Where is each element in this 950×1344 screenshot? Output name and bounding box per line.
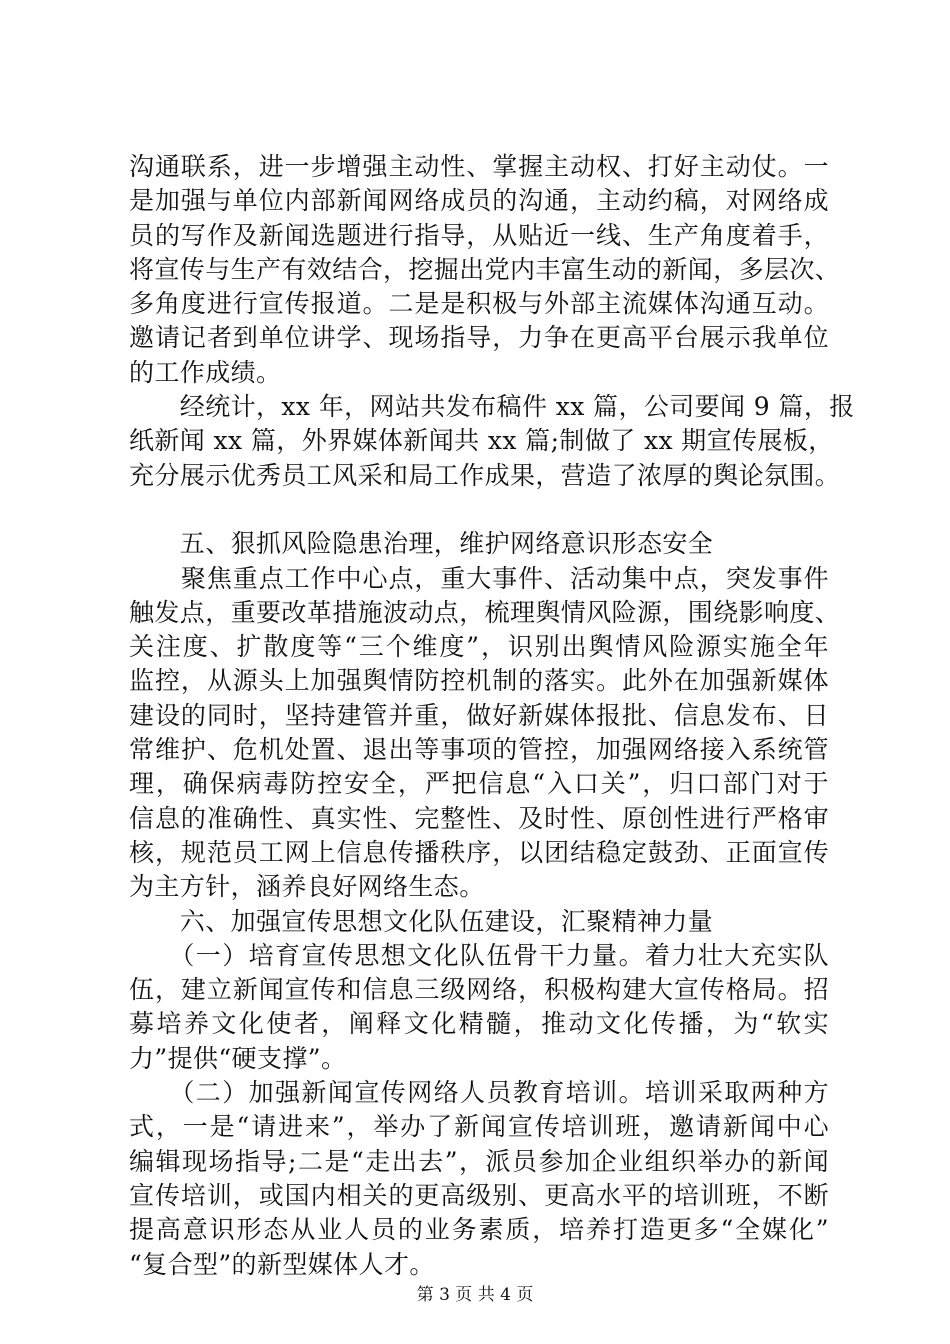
text-line: 邀请记者到单位讲学、现场指导，力争在更高平台展示我单位 [129, 323, 829, 353]
text-line: 力”提供“硬支撑”。 [129, 1043, 347, 1073]
text-line: 为主方针，涵养良好网络生态。 [129, 872, 485, 902]
text-line: 编辑现场指导;二是“走出去”，派员参加企业组织举办的新闻 [129, 1146, 829, 1176]
blank-line [129, 493, 829, 527]
text-line: 经统计，xx 年，网站共发布稿件 xx 篇，公司要闻 9 篇，报 [129, 392, 855, 422]
text-line: 触发点，重要改革措施波动点，梳理舆情风险源，围绕影响度、 [129, 597, 841, 627]
document-body [129, 150, 855, 1282]
text-line: “复合型”的新型媒体人才。 [129, 1249, 435, 1279]
text-line: 沟通联系，进一步增强主动性、掌握主动权、打好主动仗。一 [129, 152, 829, 181]
text-line: 核，规范员工网上信息传播秩序，以团结稳定鼓劲、正面宣传 [129, 837, 829, 867]
text-line: 建设的同时，坚持建管并重，做好新媒体报批、信息发布、日 [129, 700, 829, 730]
text-line: （一）培育宣传思想文化队伍骨干力量。着力壮大充实队 [129, 940, 829, 970]
text-line: 募培养文化使者，阐释文化精髓，推动文化传播，为“软实 [129, 1009, 829, 1039]
text-line: 监控，从源头上加强舆情防控机制的落实。此外在加强新媒体 [129, 666, 829, 696]
text-line: 关注度、扩散度等“三个维度”，识别出舆情风险源实施全年 [129, 632, 829, 662]
text-line: 宣传培训，或国内相关的更高级别、更高水平的培训班，不断 [129, 1180, 829, 1210]
text-line: 员的写作及新闻选题进行指导，从贴近一线、生产角度着手， [129, 220, 829, 250]
text-line: 是加强与单位内部新闻网络成员的沟通，主动约稿，对网络成 [129, 186, 829, 216]
text-line: 将宣传与生产有效结合，挖掘出党内丰富生动的新闻，多层次、 [129, 254, 841, 284]
text-line: （二）加强新闻宣传网络人员教育培训。培训采取两种方 [129, 1078, 829, 1108]
section-heading: 五、狠抓风险隐患治理，维护网络意识形态安全 [129, 529, 714, 559]
text-line: 的工作成绩。 [129, 357, 282, 387]
text-line: 伍，建立新闻宣传和信息三级网络，积极构建大宣传格局。招 [129, 975, 829, 1005]
text-line: 信息的准确性、真实性、完整性、及时性、原创性进行严格审 [129, 803, 829, 833]
text-line: 聚焦重点工作中心点，重大事件、活动集中点，突发事件 [129, 563, 829, 593]
text-line: 常维护、危机处置、退出等事项的管控，加强网络接入系统管 [129, 735, 829, 765]
text-line: 充分展示优秀员工风采和局工作成果，营造了浓厚的舆论氛围。 [129, 460, 841, 490]
page-number-footer: 第 3 页 共 4 页 [416, 1285, 534, 1305]
text-line: 多角度进行宣传报道。二是是积极与外部主流媒体沟通互动。 [129, 289, 829, 319]
text-line: 理，确保病毒防控安全，严把信息“入口关”，归口部门对于 [129, 769, 829, 799]
text-line: 提高意识形态从业人员的业务素质，培养打造更多“全媒化” [129, 1215, 829, 1245]
text-line: 纸新闻 xx 篇，外界媒体新闻共 xx 篇;制做了 xx 期宣传展板， [129, 426, 834, 456]
text-line: 式，一是“请进来”，举办了新闻宣传培训班，邀请新闻中心 [129, 1112, 829, 1142]
section-heading: 六、加强宣传思想文化队伍建设，汇聚精神力量 [129, 906, 714, 936]
